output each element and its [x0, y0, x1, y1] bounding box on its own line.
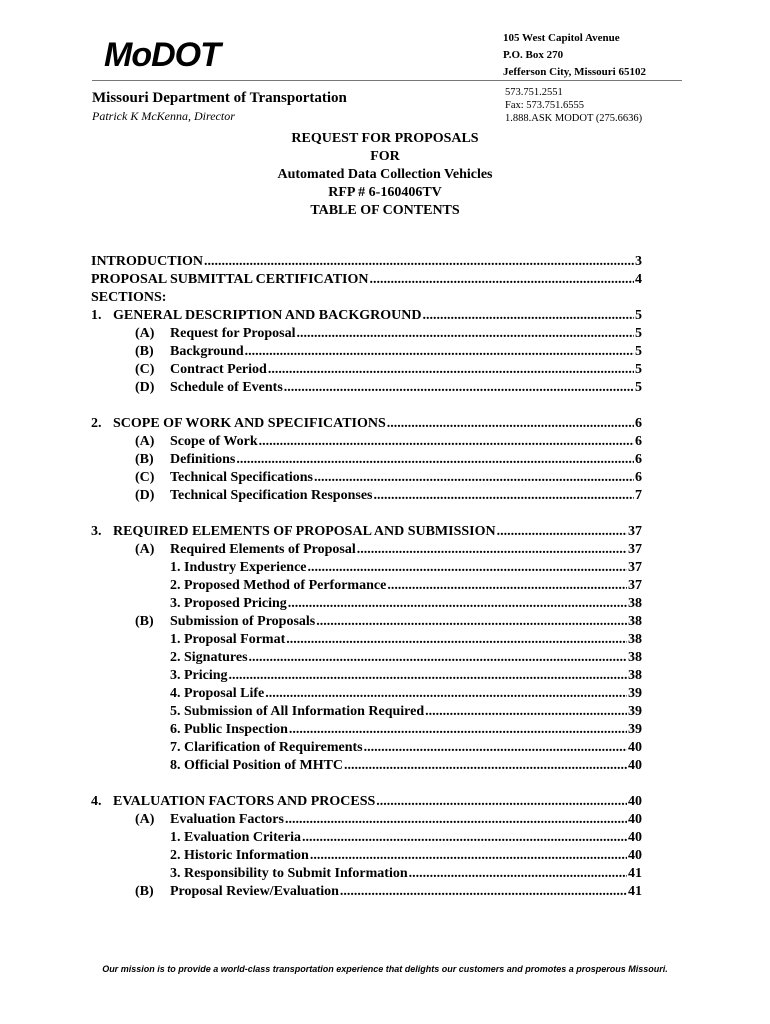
toc-heading: SECTIONS: — [91, 290, 167, 305]
toc-subsection: (A) Request for Proposal ..... 5 — [91, 325, 642, 343]
toc-subsection: (C) Technical Specifications ..... 6 — [91, 469, 642, 487]
toc-item: 7. Clarification of Requirements ..... 40 — [91, 739, 642, 757]
toc-section: 1. GENERAL DESCRIPTION AND BACKGROUND ..... 5 — [91, 307, 642, 325]
modot-logo: MoDOT — [104, 36, 220, 74]
title-line: REQUEST FOR PROPOSALS — [291, 131, 479, 146]
toc-section: 4. EVALUATION FACTORS AND PROCESS ..... 40 — [91, 793, 642, 811]
title-line: Automated Data Collection Vehicles — [277, 167, 493, 182]
toc-item: 5. Submission of All Information Required ..... 39 — [91, 703, 642, 721]
toc-item: 3. Responsibility to Submit Information ..... 41 — [91, 865, 642, 883]
toc-subsection: (B) Proposal Review/Evaluation ..... 41 — [91, 883, 642, 901]
address-line: 105 West Capitol Avenue — [503, 32, 620, 44]
header-divider — [92, 80, 682, 81]
toc-subsection: (D) Schedule of Events ..... 5 — [91, 379, 642, 397]
toc-item: 6. Public Inspection ..... 39 — [91, 721, 642, 739]
fax-number: Fax: 573.751.6555 — [505, 100, 585, 111]
toc-item: 8. Official Position of MHTC ..... 40 — [91, 757, 642, 775]
address-line: P.O. Box 270 — [503, 49, 564, 61]
toc-item: 4. Proposal Life ..... 39 — [91, 685, 642, 703]
toc-subsection: (A) Required Elements of Proposal ..... 37 — [91, 541, 642, 559]
toc-subsection: (C) Contract Period ..... 5 — [91, 361, 642, 379]
title-line: FOR — [370, 149, 400, 164]
toc-item: 2. Historic Information ..... 40 — [91, 847, 642, 865]
toc-section: 3. REQUIRED ELEMENTS OF PROPOSAL AND SUBMISSION ..... 37 — [91, 523, 642, 541]
title-line: TABLE OF CONTENTS — [310, 203, 460, 218]
toc-item: 3. Pricing ..... 38 — [91, 667, 642, 685]
toc-entry: PROPOSAL SUBMITTAL CERTIFICATION ..... 4 — [91, 271, 642, 289]
toc-subsection: (A) Scope of Work ..... 6 — [91, 433, 642, 451]
toc-item: 2. Signatures ..... 38 — [91, 649, 642, 667]
toc-subsection: (B) Definitions ..... 6 — [91, 451, 642, 469]
toc-subsection: (B) Background ..... 5 — [91, 343, 642, 361]
mailing-address — [503, 30, 646, 81]
toll-free-number: 1.888.ASK MODOT (275.6636) — [505, 113, 643, 124]
toc-subsection: (D) Technical Specification Responses ..... 7 — [91, 487, 642, 505]
toc-subsection: (A) Evaluation Factors ..... 40 — [91, 811, 642, 829]
phone-number: 573.751.2551 — [505, 87, 563, 98]
department-name: Missouri Department of Transportation — [92, 90, 347, 106]
toc-section: 2. SCOPE OF WORK AND SPECIFICATIONS ..... 6 — [91, 415, 642, 433]
toc-item: 1. Industry Experience ..... 37 — [91, 559, 642, 577]
toc-item: 1. Evaluation Criteria ..... 40 — [91, 829, 642, 847]
toc-item: 1. Proposal Format ..... 38 — [91, 631, 642, 649]
document-title — [0, 130, 770, 220]
table-of-contents — [91, 253, 642, 901]
contact-info — [505, 86, 642, 125]
toc-entry: INTRODUCTION ..... 3 — [91, 253, 642, 271]
toc-subsection: (B) Submission of Proposals ..... 38 — [91, 613, 642, 631]
toc-item: 2. Proposed Method of Performance ..... 37 — [91, 577, 642, 595]
director-name: Patrick K McKenna, Director — [92, 109, 235, 123]
mission-statement: Our mission is to provide a world-class transportation experience that delights our customers and promotes a prosperous Missouri. — [102, 964, 668, 974]
toc-item: 3. Proposed Pricing ..... 38 — [91, 595, 642, 613]
title-line: RFP # 6-160406TV — [328, 185, 442, 200]
address-line: Jefferson City, Missouri 65102 — [503, 66, 646, 78]
